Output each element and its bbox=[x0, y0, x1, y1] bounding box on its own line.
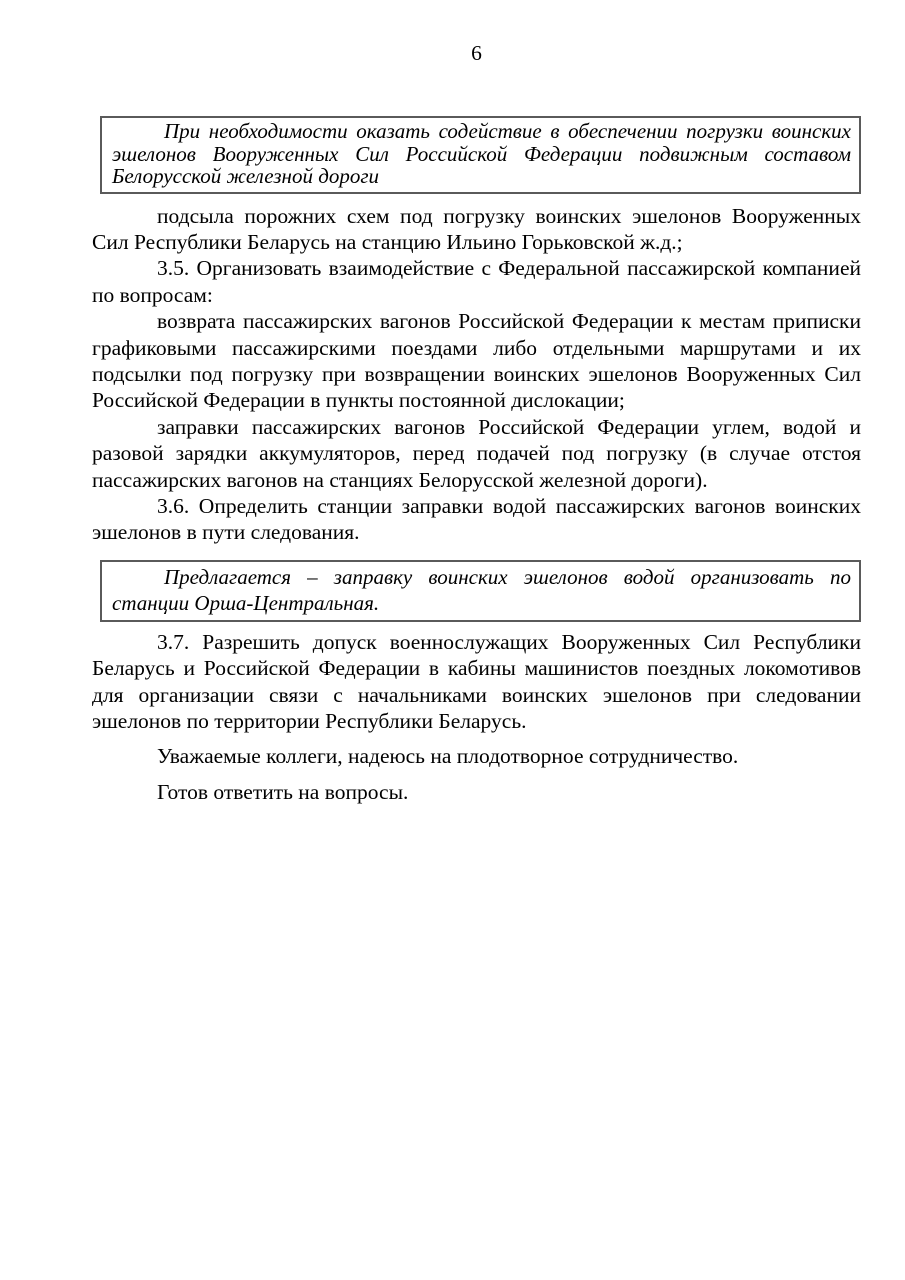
note-box-assistance bbox=[100, 116, 861, 194]
page-number: 6 bbox=[471, 41, 482, 65]
paragraph-3-7: 3.7. Разрешить допуск военнослужащих Вооруженных Сил Республики Беларусь и Российской Федерации в кабины машинистов поездных локомотивов для организации связи с начальниками воинских эшелонов при следовании эшелонов по территории Республики Беларусь. bbox=[92, 629, 861, 733]
paragraph-return-of-cars: возврата пассажирских вагонов Российской Федерации к местам приписки графиковыми пассажирскими поездами либо отдельными маршрутами и их подсылки под погрузку при возвращении воинских эшелонов Вооруженных Сил Российской Федерации в пункты постоянной дислокации; bbox=[92, 309, 861, 413]
note-box-proposal bbox=[100, 560, 861, 622]
note-box-assistance-text: При необходимости оказать содействие в обеспечении погрузки воинских эшелонов Вооруженных Сил Российской Федерации подвижным составом Белорусской железной дороги bbox=[112, 119, 851, 188]
paragraph-ready-for-questions: Готов ответить на вопросы. bbox=[157, 779, 409, 804]
paragraph-3-6: 3.6. Определить станции заправки водой пассажирских вагонов воинских эшелонов в пути следования. bbox=[92, 493, 861, 545]
note-box-proposal-text: Предлагается – заправку воинских эшелонов водой организовать по станции Орша-Центральная. bbox=[112, 564, 851, 615]
paragraph-3-5: 3.5. Организовать взаимодействие с Федеральной пассажирской компанией по вопросам: bbox=[92, 256, 861, 307]
paragraph-closing-cooperation: Уважаемые коллеги, надеюсь на плодотворное сотрудничество. bbox=[157, 744, 739, 769]
text-block bbox=[92, 40, 861, 805]
paragraph-empty-cars: подсыла порожних схем под погрузку воинских эшелонов Вооруженных Сил Республики Беларусь на станцию Ильино Горьковской ж.д.; bbox=[92, 203, 861, 254]
paragraph-refueling-cars: заправки пассажирских вагонов Российской Федерации углем, водой и разовой зарядки аккумуляторов, перед подачей под погрузку (в случае отстоя пассажирских вагонов на станциях Белорусской железной дороги). bbox=[92, 414, 861, 492]
